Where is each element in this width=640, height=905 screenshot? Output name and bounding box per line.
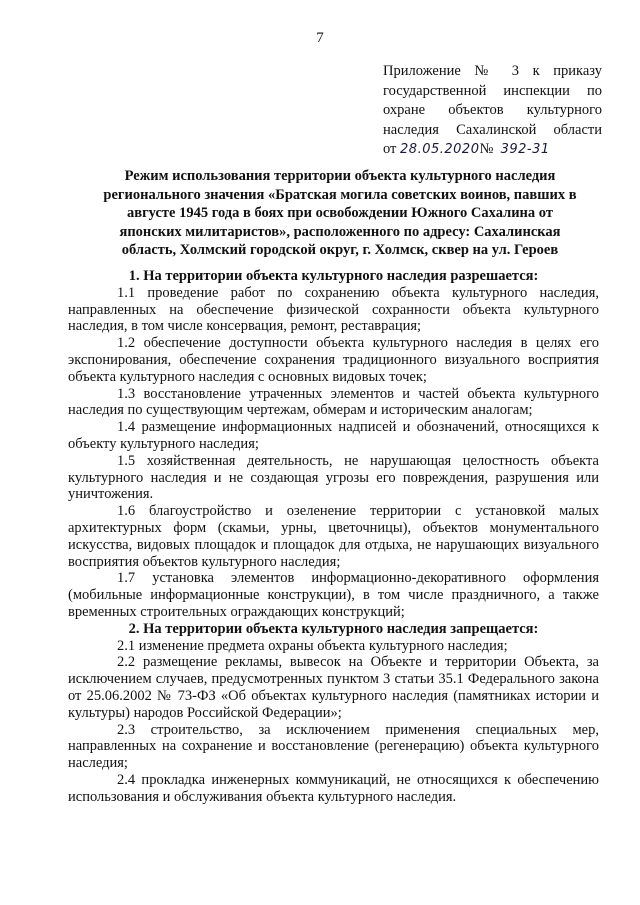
appendix-prefix: от — [383, 141, 397, 157]
list-item: 1.5 хозяйственная деятельность, не нарушающая целостность объекта культурного наследия и не создающая угрозы его повреждения, разрушения или уничтожения. — [68, 452, 599, 503]
appendix-line: Приложение № 3 к приказу — [383, 63, 602, 79]
appendix-line: наследия Сахалинской области — [383, 121, 602, 138]
list-item: 1.4 размещение информационных надписей и обозначений, относящихся к объекту культурного наследия; — [68, 419, 599, 452]
list-item: 1.1 проведение работ по сохранению объекта культурного наследия, направленных на обеспечение физической сохранности объекта культурного наследия, в том числе консервация, ремонт, реставрация; — [68, 284, 599, 335]
appendix-line: государственной инспекции по — [383, 82, 602, 99]
appendix-line: охране объектов культурного — [383, 102, 602, 118]
title-line: японских милитаристов», расположенного по адресу: Сахалинская — [119, 223, 561, 240]
document-title — [80, 167, 600, 260]
list-item: 2.3 строительство, за исключением применения специальных мер, направленных на сохранение и восстановление (регенерацию) объекта культурного наследия; — [68, 721, 599, 772]
handwritten-date: 28.05.2020 — [400, 142, 480, 157]
number-sign: № — [479, 141, 494, 157]
section-heading-prohibited: 2. На территории объекта культурного наследия запрещается: — [128, 620, 539, 637]
list-item: 1.6 благоустройство и озеленение территории с установкой малых архитектурных форм (скамьи, урны, цветочницы), объектов монументального искусства, видовых площадок и площадок для отдыха, не нарушающих визуального восприятия объектов культурного наследия; — [68, 503, 599, 570]
title-line: область, Холмский городской округ, г. Холмск, сквер на ул. Героев — [121, 242, 559, 259]
list-item: 2.1 изменение предмета охраны объекта культурного наследия; — [117, 637, 508, 654]
list-item: 1.7 установка элементов информационно-декоративного оформления (мобильные информационные конструкции), в том числе праздничного, а также временных строительных ограждающих конструкций; — [68, 570, 599, 620]
document-body — [68, 268, 599, 806]
handwritten-number: 392-31 — [500, 142, 550, 157]
list-item: 2.2 размещение рекламы, вывесок на Объекте и территории Объекта, за исключением случаев, предусмотренных пунктом 3 статьи 35.1 Федерального закона от 25.06.2002 № 73-ФЗ «Об объектах культурного наследия (памятниках истории и культуры) народов Российской Федерации»; — [68, 654, 599, 721]
appendix-date-line — [383, 140, 602, 160]
title-line: регионального значения «Братская могила советских воинов, павших в — [103, 186, 577, 203]
list-item: 1.3 восстановление утраченных элементов и частей объекта культурного наследия по существующим чертежам, обмерам и историческим аналогам; — [68, 385, 599, 419]
list-item: 2.4 прокладка инженерных коммуникаций, не относящихся к обеспечению использования и обслуживания объекта культурного наследия. — [68, 771, 599, 805]
title-line: Режим использования территории объекта культурного наследия — [124, 168, 556, 184]
appendix-header — [383, 62, 602, 160]
page-number: 7 — [316, 30, 324, 46]
list-item: 1.2 обеспечение доступности объекта культурного наследия в целях его экспонирования, обеспечение сохранения традиционного визуального восприятия объекта культурного наследия с основных видовых точек; — [68, 335, 599, 385]
section-heading-allowed: 1. На территории объекта культурного наследия разрешается: — [128, 268, 539, 284]
title-line: августе 1945 года в боях при освобождении Южного Сахалина от — [127, 205, 553, 222]
